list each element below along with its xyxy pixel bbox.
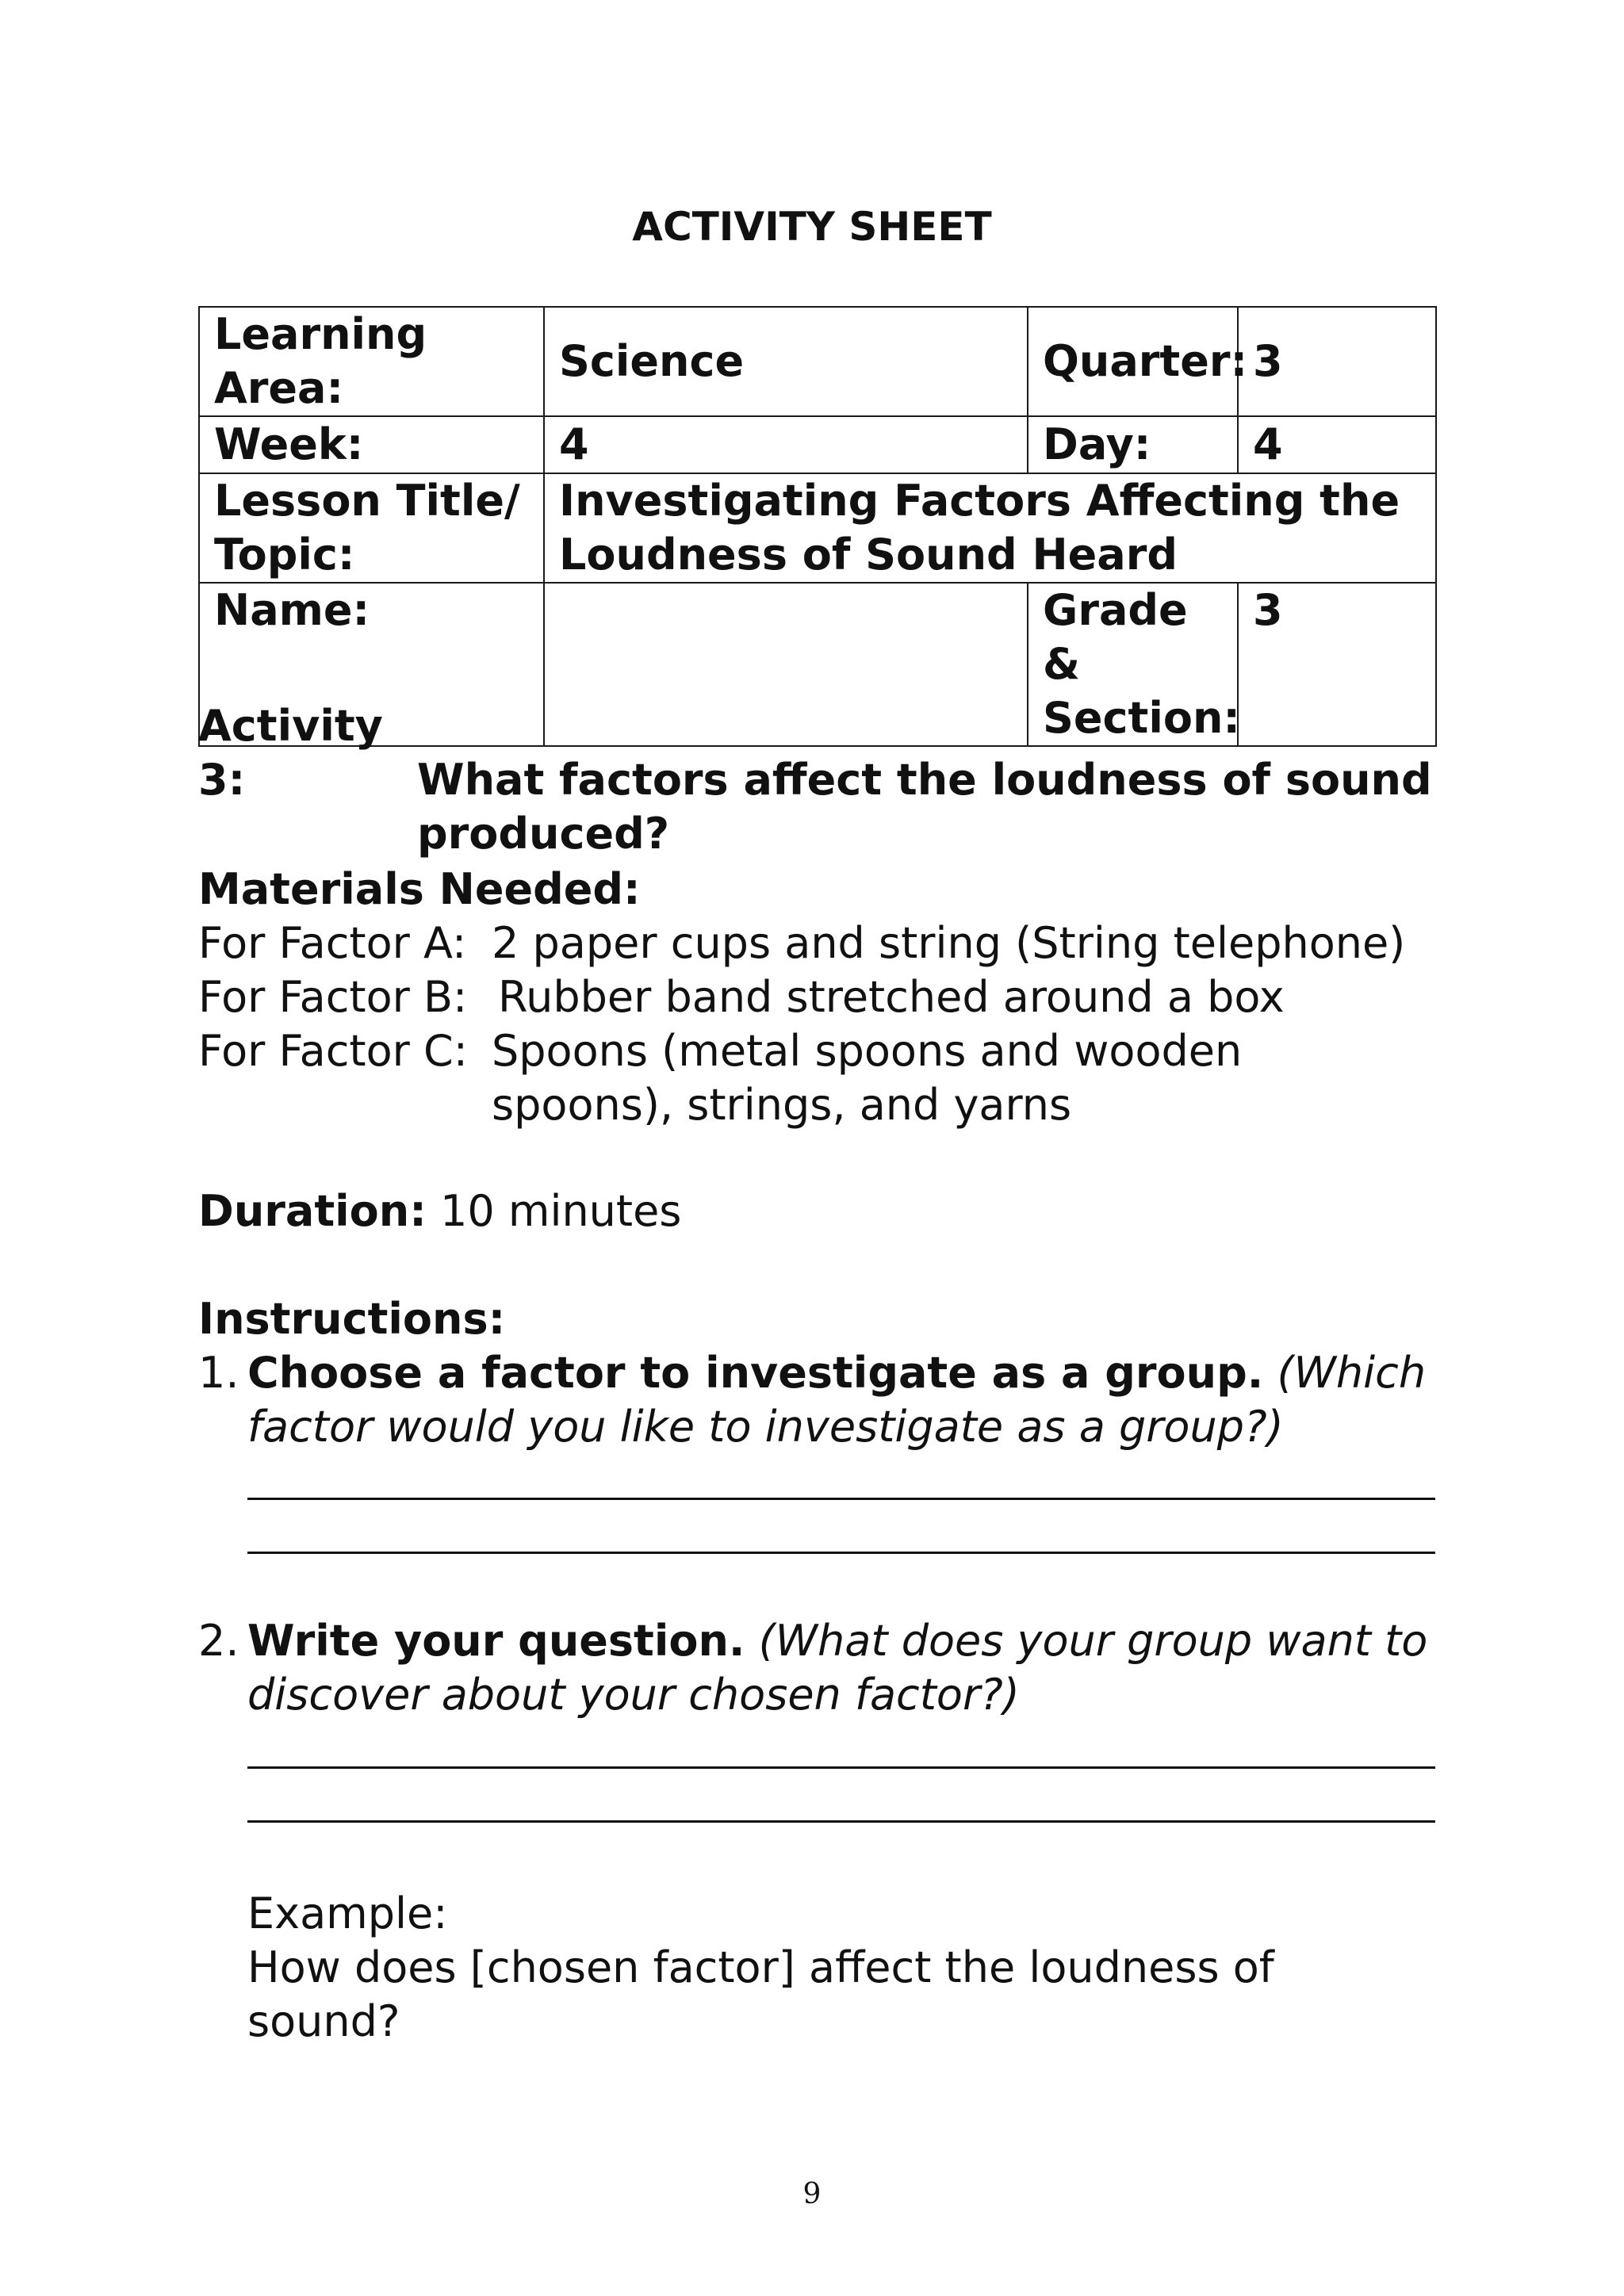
day-label: Day: (1028, 416, 1238, 473)
instruction-italic-text: (What does your group want to discover about your chosen factor?) (247, 1616, 1428, 1720)
learning-area-value: Science (544, 307, 1028, 416)
table-row (199, 307, 1436, 416)
list-item (198, 970, 1435, 1024)
lesson-info-table (198, 306, 1437, 747)
example-text: How does [chosen factor] affect the loudness of sound? (247, 1942, 1274, 2046)
activity-question-line2: produced? (417, 809, 670, 859)
instructions-section (198, 1292, 1435, 1454)
lesson-title-label (199, 473, 544, 583)
instruction-italic-text: (Which factor would you like to investigate as a group?) (247, 1348, 1427, 1452)
instruction-bold-text: Choose a factor to investigate as a group. (247, 1348, 1264, 1398)
table-row (199, 473, 1436, 583)
material-factor-label: For Factor B: (198, 972, 468, 1022)
quarter-value: 3 (1238, 307, 1436, 416)
example-label: Example: (247, 1888, 448, 1938)
answer-line[interactable] (247, 1820, 1435, 1823)
materials-heading: Materials Needed: (198, 864, 641, 914)
instruction-item-1 (198, 1346, 1435, 1454)
answer-line[interactable] (247, 1766, 1435, 1769)
grade-label-line1: Grade & (1043, 585, 1188, 689)
grade-section-value: 3 (1238, 583, 1436, 746)
example-block (247, 1887, 1435, 2049)
instruction-text (247, 1614, 1435, 1722)
table-row (199, 416, 1436, 473)
instruction-text (247, 1346, 1435, 1454)
lesson-title-value-line2: Loudness of Sound Heard (559, 530, 1178, 580)
lesson-title-value-line1: Investigating Factors Affecting the (559, 476, 1400, 526)
page-title: ACTIVITY SHEET (632, 204, 992, 250)
lesson-title-label-line2: Topic: (214, 530, 355, 580)
quarter-label: Quarter: (1028, 307, 1238, 416)
lesson-title-label-line1: Lesson Title/ (214, 476, 520, 526)
duration-value: 10 minutes (426, 1186, 682, 1236)
list-item (198, 916, 1435, 970)
answer-line[interactable] (247, 1552, 1435, 1554)
instruction-item-2 (198, 1614, 1435, 1722)
page-number: 9 (802, 2178, 822, 2210)
learning-area-label: Learning Area: (199, 307, 544, 416)
material-description: Rubber band stretched around a box (498, 972, 1285, 1022)
duration-line (198, 1184, 1435, 1238)
answer-line[interactable] (247, 1498, 1435, 1500)
duration-label: Duration: (198, 1186, 427, 1236)
lesson-title-value (544, 473, 1436, 583)
week-value: 4 (544, 416, 1028, 473)
instruction-number: 2. (198, 1616, 239, 1666)
material-description: Spoons (metal spoons and wooden spoons), strings, and yarns (492, 1026, 1243, 1130)
instruction-item-2-row (198, 1614, 1435, 1722)
activity-label: Activity 3: (198, 701, 383, 805)
activity-question-line1: What factors affect the loudness of sound (417, 755, 1432, 805)
day-value: 4 (1238, 416, 1436, 473)
instructions-heading: Instructions: (198, 1294, 506, 1344)
instruction-number: 1. (198, 1348, 239, 1398)
material-factor-label: For Factor A: (198, 918, 467, 968)
week-label: Week: (199, 416, 544, 473)
materials-section (198, 863, 1435, 1132)
instruction-bold-text: Write your question. (247, 1616, 745, 1666)
name-label: Name: (199, 583, 544, 746)
material-description: 2 paper cups and string (String telephone) (492, 918, 1406, 968)
list-item (198, 1024, 1435, 1132)
activity-heading (198, 699, 1435, 861)
grade-label-line2: Section: (1043, 693, 1240, 743)
material-factor-label: For Factor C: (198, 1026, 468, 1076)
